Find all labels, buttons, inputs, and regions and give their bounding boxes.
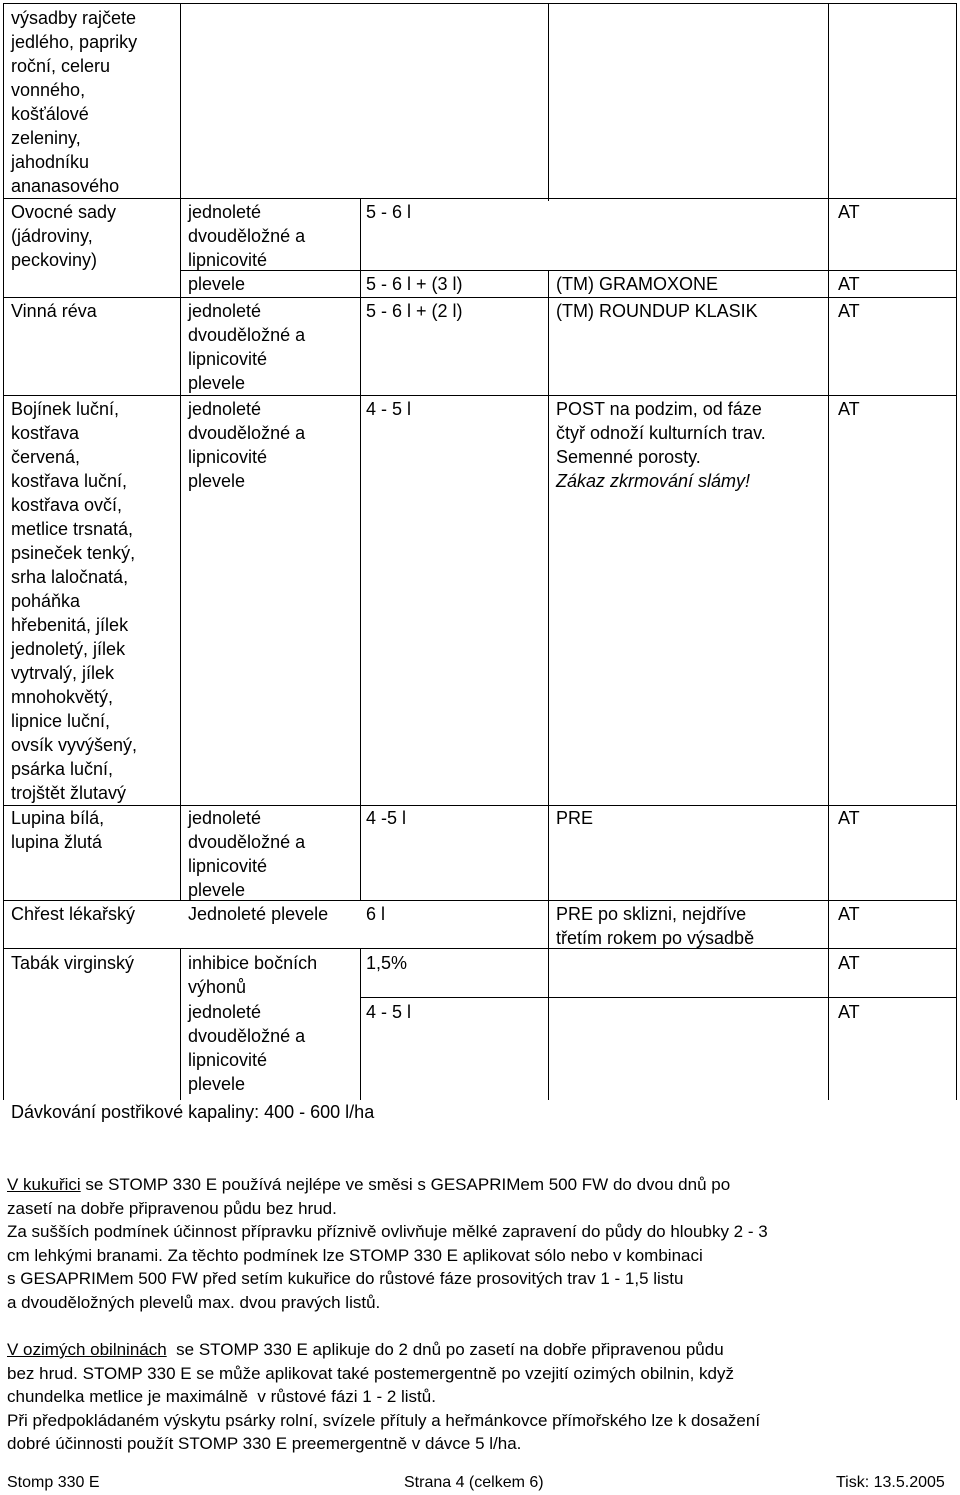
paragraph-winter-cereals-heading: V ozimých obilninách xyxy=(7,1340,167,1359)
dosing-note: Dávkování postřikové kapaliny: 400 - 600 l/ha xyxy=(11,1102,375,1122)
crop-cell: Chřest lékařský xyxy=(11,904,136,924)
note-cell: POST na podzim, od fáze čtyř odnoží kulturních trav. Semenné porosty. xyxy=(556,399,766,467)
weeds-cell: plevele xyxy=(188,274,246,294)
crop-cell: Lupina bílá, lupina žlutá xyxy=(11,808,105,852)
dose-cell: 5 - 6 l xyxy=(366,202,412,222)
paragraph-corn xyxy=(7,1173,947,1314)
paragraph-winter-cereals-text: se STOMP 330 E aplikuje do 2 dnů po zasetí na dobře připravenou půdu bez hrud. STOMP 330 E se může aplikovat také postemergentně po vzejití ozimých obilnin, když chundelka metlice je maximálně v růstové fázi 1 - 2 listů. Při předpokládaném výskytu psárky rolní, svízele přítuly a heřmánkovce přímořského lze k dosažení dobré účinnosti použít STOMP 330 E preemergentně v dávce 5 l/ha. xyxy=(7,1340,761,1453)
dose-cell: 1,5% xyxy=(366,953,408,973)
type-cell: AT xyxy=(838,808,860,828)
note-cell: (TM) ROUNDUP KLASIK xyxy=(556,301,758,321)
type-cell: AT xyxy=(838,953,860,973)
type-cell: AT xyxy=(838,904,860,924)
type-cell: AT xyxy=(838,1002,860,1022)
weeds-cell: jednoleté dvouděložné a lipnicovité xyxy=(188,202,306,270)
dose-cell: 4 - 5 l xyxy=(366,399,412,419)
crop-cell: výsadby rajčete jedlého, papriky roční, celeru vonného, košťálové zeleniny, jahodníku ananasového xyxy=(11,8,138,196)
dose-cell: 4 - 5 l xyxy=(366,1002,412,1022)
dose-cell: 5 - 6 l + (3 l) xyxy=(366,274,463,294)
warning-note: Zákaz zkrmování slámy! xyxy=(556,471,751,491)
type-cell: AT xyxy=(838,202,860,222)
weeds-cell: jednoleté dvouděložné a lipnicovité plevele xyxy=(188,1002,306,1094)
type-cell: AT xyxy=(838,301,860,321)
type-cell: AT xyxy=(838,399,860,419)
note-cell: PRE xyxy=(556,808,594,828)
weeds-cell: jednoleté dvouděložné a lipnicovité plevele xyxy=(188,808,306,900)
weeds-cell: jednoleté dvouděložné a lipnicovité plevele xyxy=(188,399,306,491)
dose-cell: 5 - 6 l + (2 l) xyxy=(366,301,463,321)
weeds-cell: inhibice bočních výhonů xyxy=(188,953,318,997)
footer-page-number: Strana 4 (celkem 6) xyxy=(404,1474,544,1491)
footer-product: Stomp 330 E xyxy=(7,1474,100,1491)
dose-cell: 4 -5 l xyxy=(366,808,407,828)
paragraph-corn-heading: V kukuřici xyxy=(7,1175,81,1194)
crop-cell: Ovocné sady (jádroviny, peckoviny) xyxy=(11,202,117,270)
note-cell: PRE po sklizni, nejdříve třetím rokem po výsadbě xyxy=(556,904,755,948)
paragraph-winter-cereals xyxy=(7,1338,947,1456)
weeds-cell: jednoleté dvouděložné a lipnicovité plevele xyxy=(188,301,306,393)
crop-cell: Tabák virginský xyxy=(11,953,135,973)
footer-print-date: Tisk: 13.5.2005 xyxy=(836,1474,945,1491)
paragraph-corn-text: se STOMP 330 E používá nejlépe ve směsi s GESAPRIMem 500 FW do dvou dnů po zasetí na dobře připravenou půdu bez hrud. Za sušších podmínek účinnost přípravku příznivě ovlivňuje mělké zapravení do půdy do hloubky 2 - 3 cm lehkými branami. Za těchto podmínek lze STOMP 330 E aplikovat sólo nebo v kombinaci s GESAPRIMem 500 FW před setím kukuřice do růstové fáze prosovitých trav 1 - 1,5 listu a dvouděložných plevelů max. dvou pravých listů. xyxy=(7,1175,768,1312)
dose-cell: 6 l xyxy=(366,904,386,924)
crop-cell: Bojínek luční, kostřava červená, kostřava luční, kostřava ovčí, metlice trsnatá, psineček tenký, srha laločnatá, poháňka hřebenitá, jílek jednoletý, jílek vytrvalý, jílek mnohokvětý, lipnice luční, ovsík vyvýšený, psárka luční, trojštět žlutavý xyxy=(11,399,138,803)
weeds-cell: Jednoleté plevele xyxy=(188,904,329,924)
type-cell: AT xyxy=(838,274,860,294)
crop-cell: Vinná réva xyxy=(11,301,97,321)
note-cell: (TM) GRAMOXONE xyxy=(556,274,718,294)
